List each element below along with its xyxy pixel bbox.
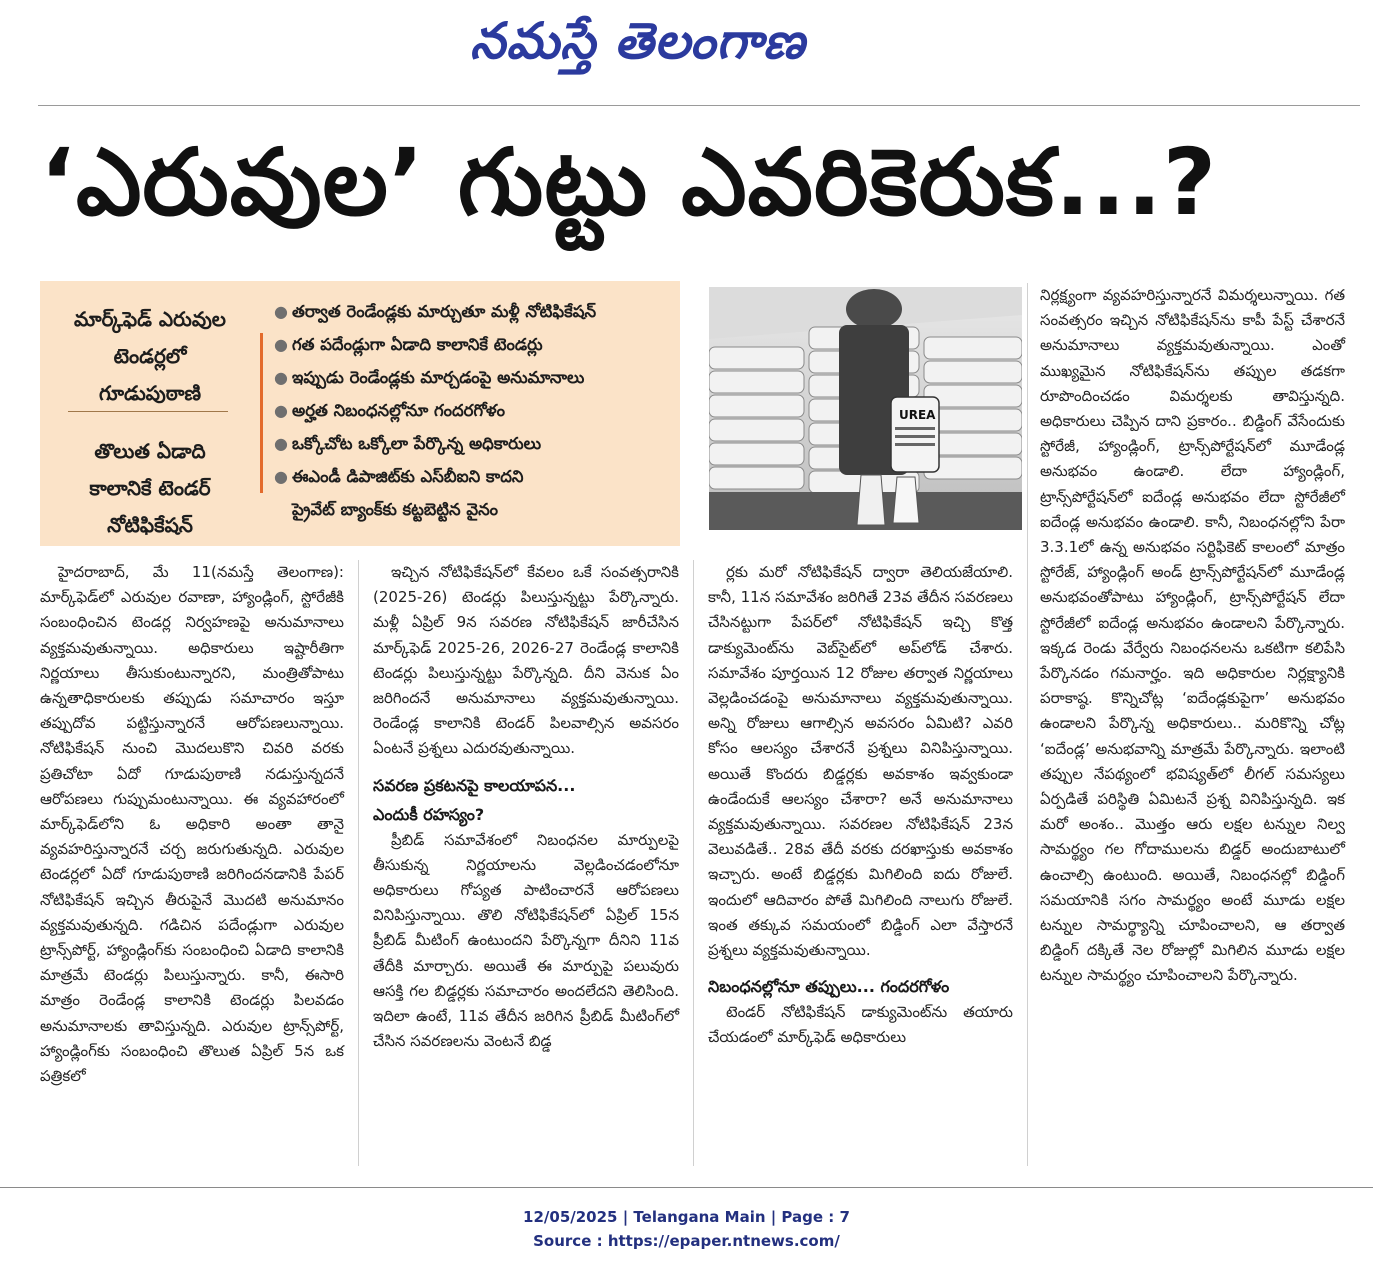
section-subheading: ఎందుకీ రహస్యం?	[373, 804, 485, 824]
section-subheading: నిబంధనల్లోనూ తప్పులు... గందరగోళం	[708, 977, 950, 997]
article-column-2	[373, 560, 679, 1168]
article-column-3	[708, 560, 1013, 1168]
warehouse-image-icon	[709, 287, 1022, 530]
highlight-left-bottom	[50, 433, 250, 544]
highlight-left-bottom-line: కాలానికే టెండర్	[89, 476, 211, 500]
highlight-left-panel	[40, 281, 255, 546]
article-paragraph: ప్రీబిడ్ సమావేశంలో నిబంధనల మార్పులపై తీసుకున్న నిర్ణయాలను వెల్లడించడంలోనూ అధికారులు గోప్యత పాటించారనే ఆరోపణలు వినిపిస్తున్నాయి. తొలి నోటిఫికేషన్‌లో ఏప్రిల్ 15న ప్రీబిడ్ మీటింగ్ ఉంటుందని పేర్కొన్నగా దీనిని 11వ తేదీకి మార్చారు. అయితే ఈ మార్పుపై పలువురు ఆసక్తి గల బిడ్డర్లకు సమాచారం అందలేదని తెలిసింది. ఇదిలా ఉంటే, 11వ తేదీన జరిగిన ప్రీబిడ్ మీటింగ్‌లో చేసిన సవరణలను వెంటనే బిడ్డ	[373, 830, 679, 1051]
bullet-dot-icon: ●	[274, 302, 288, 321]
bullet-dot-icon: ●	[274, 401, 288, 420]
highlight-bullet: ● అర్హత నిబంధనల్లోనూ గందరగోళం	[272, 394, 672, 427]
article-column-1	[40, 560, 344, 1168]
highlight-left-top-line: టెండర్లలో	[113, 344, 187, 368]
highlight-divider	[68, 411, 228, 412]
newspaper-logo: నమస్తే తెలంగాణ	[470, 12, 806, 70]
highlight-left-top	[50, 301, 250, 412]
highlight-left-bottom-line: నోటిఫికేషన్	[107, 513, 193, 537]
highlight-bullet-list	[272, 295, 672, 526]
headline: ‘ఎరువుల’ గుట్టు ఎవరికెరుక...?	[40, 129, 1218, 236]
article-paragraph: టెండర్ నోటిఫికేషన్ డాక్యుమెంట్‌ను తయారు చేయడంలో మార్క్‌ఫెడ్ అధికారులు	[708, 1003, 1013, 1047]
masthead-divider	[38, 105, 1360, 106]
highlight-left-top-line: గూడుపుఠాణి	[99, 381, 201, 405]
article-paragraph: హైదరాబాద్, మే 11(నమస్తే తెలంగాణ): మార్క్‌ఫెడ్‌లో ఎరువుల రవాణా, హ్యాండ్లింగ్, స్టోరేజీకి సంబంధించిన టెండర్ల నిర్వహణపై అనుమానాలు వ్యక్తమవుతున్నాయి. అధికారులు ఇష్టారీతిగా నిర్ణయాలు తీసుకుంటున్నారని, మంత్రితోపాటు ఉన్నతాధికారులకు తప్పుడు సమాచారం ఇస్తూ తప్పుదోవ పట్టిస్తున్నారనే ఆరోపణలున్నాయి. నోటిఫికేషన్ నుంచి మొదలుకొని చివరి వరకు ప్రతిచోటా ఏదో గూడుపుఠాణి నడుస్తున్నదనే ఆరోపణలు గుప్పుమంటున్నాయి. ఈ వ్యవహారంలో మార్క్‌ఫెడ్‌లోని ఓ అధికారి అంతా తానై వ్యవహరిస్తున్నారనే చర్చ జరుగుతున్నది. ఎరువుల టెండర్లలో ఏదో గూడుపుఠాణి జరిగిందనడానికి పేపర్ నోటిఫికేషన్ ఇచ్చిన తీరుపైనే మొదటి అనుమానం వ్యక్తమవుతున్నది. గడిచిన పదేండ్లుగా ఎరువుల ట్రాన్స్‌పోర్ట్, హ్యాండ్లింగ్‌కు సంబంధించి ఏడాది కాలానికి మాత్రమే టెండర్లు పిలుస్తున్నారు. కానీ, ఈసారి మాత్రం రెండేండ్ల కాలానికి టెండర్లు పిలవడం అనుమానాలకు తావిస్తున్నది. ఎరువుల ట్రాన్స్‌పోర్ట్, హ్యాండ్లింగ్‌కు సంబంధించి తొలుత ఏప్రిల్ 5న ఒక పత్రికలో	[40, 563, 344, 1086]
highlight-bullet: ● ఒక్కోచోట ఒక్కోలా పేర్కొన్న అధికారులు	[272, 427, 672, 460]
highlight-bullet: ● తర్వాత రెండేండ్లకు మార్చుతూ మళ్లీ నోటిఫికేషన్	[272, 295, 672, 328]
column-divider	[1027, 283, 1028, 1166]
column-divider	[693, 560, 694, 1166]
highlight-bullet: ● గత పదేండ్లుగా ఏడాది కాలానికే టెండర్లు	[272, 328, 672, 361]
fertilizer-bags-photo	[709, 287, 1022, 530]
article-paragraph: ఇచ్చిన నోటిఫికేషన్‌లో కేవలం ఒకే సంవత్సరానికి (2025-26) టెండర్లు పిలుస్తున్నట్టు పేర్కొన్నారు. మళ్లీ ఏప్రిల్ 9న సవరణ నోటిఫికేషన్ జారీచేసిన మార్క్‌ఫెడ్ 2025-26, 2026-27 రెండేండ్ల కాలానికి టెండర్లు పిలుస్తున్నట్టు పేర్కొన్నది. దీని వెనుక ఏం జరిగిందనే అనుమానాలు వ్యక్తమవుతున్నాయి. రెండేండ్ల కాలానికి టెండర్ పిలవాల్సిన అవసరం ఏంటనే ప్రశ్నలు ఎదురవుతున్నాయి.	[373, 563, 679, 758]
highlight-accent-bar	[260, 333, 263, 493]
highlight-left-bottom-line: తొలుత ఏడాది	[94, 439, 206, 463]
bullet-dot-icon: ●	[274, 335, 288, 354]
highlight-bullet: ● ఇప్పుడు రెండేండ్లకు మార్చడంపై అనుమానాలు	[272, 361, 672, 394]
bullet-dot-icon: ●	[274, 368, 288, 387]
masthead	[0, 0, 1373, 108]
section-subheading: సవరణ ప్రకటనపై కాలయాపన...	[373, 775, 576, 795]
article-paragraph: నిర్లక్ష్యంగా వ్యవహరిస్తున్నారనే విమర్శలున్నాయి. గత సంవత్సరం ఇచ్చిన నోటిఫికేషన్‌ను కాపీ పేస్ట్ చేశారనే అనుమానాలు వ్యక్తమవుతున్నాయి. ఎంతో ముఖ్యమైన నోటిఫికేషన్‌ను తప్పుల తడకగా రూపొందించడం విమర్శలకు తావిస్తున్నది. అధికారులు చెప్పిన దాని ప్రకారం.. బిడ్డింగ్ వేసేందుకు స్టోరేజీ, హ్యాండ్లింగ్, ట్రాన్స్‌పోర్టేషన్‌లో మూడేండ్ల అనుభవం ఉండాలి. లేదా హ్యాండ్లింగ్, ట్రాన్స్‌పోర్టేషన్‌లో ఐదేండ్ల అనుభవం లేదా స్టోరేజీలో ఐదేండ్ల అనుభవం ఉండాలి. కానీ, నిబంధనల్లోని పేరా 3.3.1లో ఉన్న అనుభవం సర్టిఫికెట్ కాలంలో మాత్రం స్టోరేజ్, హ్యాండ్లింగ్ అండ్ ట్రాన్స్‌పోర్టేషన్‌లో మూడేండ్ల అనుభవంతోపాటు హ్యాండ్లింగ్, ట్రాన్స్‌పోర్టేషన్ లేదా స్టోరేజీలో ఐదేండ్ల అనుభవం ఉండాలని పేర్కొన్నారు. ఇక్కడ రెండు వేర్వేరు నిబంధనలను ఒకటిగా కలిపేసి పేర్కొనడం గమనార్హం. ఇది అధికారుల నిర్లక్ష్యానికి పరాకాష్ఠ. కొన్నిచోట్ల ‘ఐదేండ్లకుపైగా’ అనుభవం ఉండాలని పేర్కొన్న అధికారులు.. మరికొన్ని చోట్ల ‘ఐదేండ్ల’ అనుభవాన్ని మాత్రమే పేర్కొన్నారు. ఇలాంటి తప్పుల నేపథ్యంలో భవిష్యత్‌లో లీగల్ సమస్యలు ఏర్పడితే పరిస్థితి ఏమిటనే ప్రశ్న వినిపిస్తున్నది. ఇక మరో అంశం.. మొత్తం ఆరు లక్షల టన్నుల నిల్వ సామర్థ్యం గల గోదాములను బిడ్డర్ అందుబాటులో ఉంచాల్సి ఉంటుంది. అయితే, నిబంధనల్లో బిడ్డింగ్ సమయానికి సగం సామర్థ్యం అంటే మూడు లక్షల టన్నుల సామర్థ్యాన్ని చూపించాలని, ఆ తర్వాత బిడ్డింగ్ దక్కితే నెల రోజుల్లో మిగిలిన మూడు లక్షల టన్నుల సామర్థ్యం చూపించాలని పేర్కొన్నారు.	[1040, 286, 1345, 985]
article-paragraph: ర్లకు మరో నోటిఫికేషన్ ద్వారా తెలియజేయాలి. కానీ, 11న సమావేశం జరిగితే 23వ తేదీన సవరణలు చేసినట్టుగా పేపర్‌లో నోటిఫికేషన్ ఇచ్చి కొత్త డాక్యుమెంట్‌ను వెబ్‌సైట్‌లో అప్‌లోడ్ చేశారు. సమావేశం పూర్తయిన 12 రోజుల తర్వాత నిర్ణయాలు వెల్లడించడంపై అనుమానాలు వ్యక్తమవుతున్నాయి. అన్ని రోజులు ఆగాల్సిన అవసరం ఏమిటి? ఎవరి కోసం ఆలస్యం చేశారనే ప్రశ్నలు వినిపిస్తున్నాయి. అయితే కొందరు బిడ్డర్లకు అవకాశం ఇవ్వకుండా ఉండేందుకే ఆలస్యం చేశారా? అనే అనుమానాలు వ్యక్తమవుతున్నాయి. సవరణల నోటిఫికేషన్ 23న వెలువడితే.. 28వ తేదీ వరకు దరఖాస్తుకు అవకాశం ఇచ్చారు. అంటే బిడ్డర్లకు మిగిలింది ఐదు రోజులే. ఇందులో ఆదివారం పోతే మిగిలింది నాలుగు రోజులే. ఇంత తక్కువ సమయంలో బిడ్డింగ్ ఎలా వేస్తారనే ప్రశ్నలు వ్యక్తమవుతున్నాయి.	[708, 563, 1013, 960]
page-footer	[0, 1205, 1373, 1253]
edition-info: 12/05/2025 | Telangana Main | Page : 7	[523, 1208, 850, 1226]
bag-label: UREA	[899, 408, 936, 422]
article-column-4	[1040, 283, 1345, 1168]
source-link[interactable]: Source : https://epaper.ntnews.com/	[533, 1232, 840, 1250]
highlight-box	[40, 281, 680, 546]
footer-divider	[0, 1187, 1373, 1188]
highlight-left-top-line: మార్క్‌ఫెడ్ ఎరువుల	[74, 307, 226, 331]
highlight-bullet-continuation: ప్రైవేట్ బ్యాంక్‌కు కట్టబెట్టిన వైనం	[292, 500, 499, 519]
bullet-dot-icon: ●	[274, 467, 288, 486]
highlight-bullet: ● ఈఎండీ డిపాజిట్‌కు ఎస్‌బీఐని కాదని	[272, 460, 672, 493]
bullet-dot-icon: ●	[274, 434, 288, 453]
column-divider	[358, 560, 359, 1166]
